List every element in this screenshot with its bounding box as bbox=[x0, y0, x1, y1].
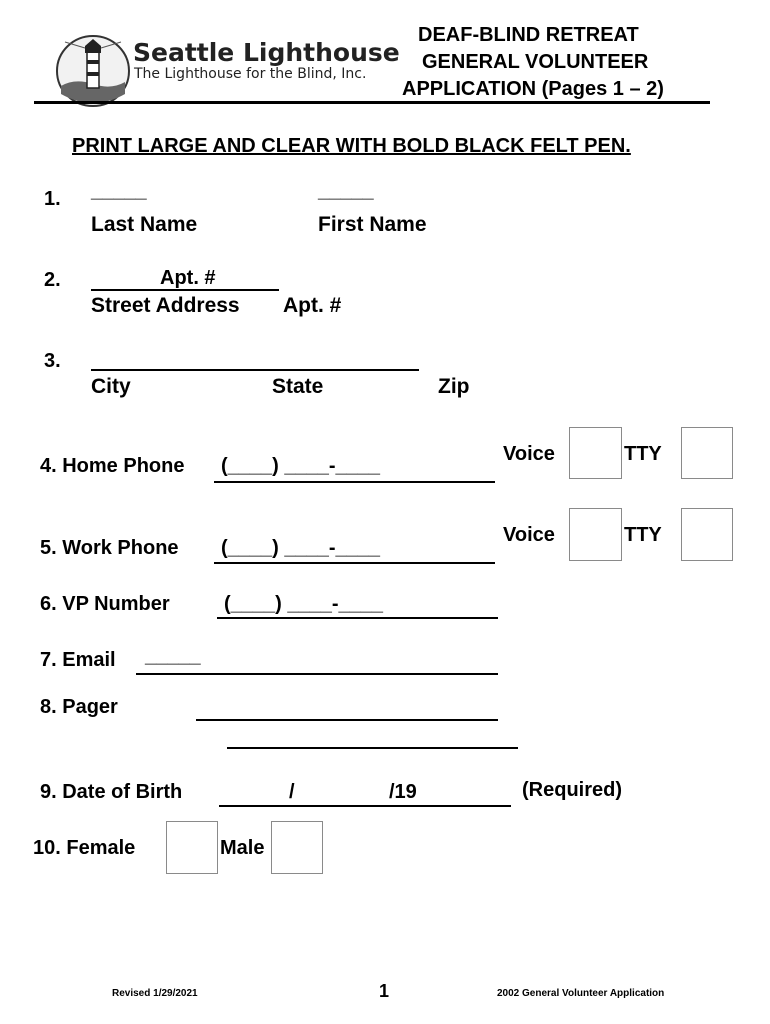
work-phone-mask: (____) ____-____ bbox=[221, 537, 381, 559]
date-of-birth-label: 9. Date of Birth bbox=[40, 781, 183, 803]
work-phone-label: 5. Work Phone bbox=[40, 537, 179, 559]
email-field[interactable] bbox=[136, 673, 498, 675]
vp-number-label: 6. VP Number bbox=[40, 593, 170, 615]
org-name: Seattle Lighthouse bbox=[133, 38, 400, 67]
field-1-number: 1. bbox=[44, 188, 61, 210]
last-name-field[interactable]: _____ bbox=[91, 180, 147, 202]
email-label: 7. Email bbox=[40, 649, 116, 671]
apt-label: Apt. # bbox=[283, 294, 342, 317]
work-phone-voice-label: Voice bbox=[503, 524, 555, 546]
work-phone-tty-checkbox[interactable] bbox=[681, 508, 733, 561]
vp-number-mask: (____) ____-____ bbox=[224, 593, 384, 615]
female-label: 10. Female bbox=[33, 837, 136, 859]
pager-field[interactable] bbox=[196, 719, 498, 721]
header-rule bbox=[34, 101, 710, 104]
male-checkbox[interactable] bbox=[271, 821, 323, 874]
home-phone-label: 4. Home Phone bbox=[40, 455, 185, 477]
state-label: State bbox=[272, 375, 324, 398]
document-name: 2002 General Volunteer Application bbox=[497, 988, 665, 999]
form-title-line3: APPLICATION (Pages 1 – 2) bbox=[402, 78, 664, 100]
field-2-number: 2. bbox=[44, 269, 61, 291]
instruction-text: PRINT LARGE AND CLEAR WITH BOLD BLACK FELT PEN. bbox=[72, 135, 631, 157]
first-name-field[interactable]: _____ bbox=[318, 180, 374, 202]
female-checkbox[interactable] bbox=[166, 821, 218, 874]
date-of-birth-required-note: (Required) bbox=[522, 779, 622, 801]
home-phone-tty-label: TTY bbox=[624, 443, 662, 465]
home-phone-voice-label: Voice bbox=[503, 443, 555, 465]
street-address-apt-inline: Apt. # bbox=[160, 267, 216, 289]
revised-date: Revised 1/29/2021 bbox=[112, 988, 198, 999]
date-of-birth-field[interactable] bbox=[219, 805, 511, 807]
first-name-label: First Name bbox=[318, 213, 427, 236]
home-phone-field[interactable] bbox=[214, 481, 495, 483]
last-name-label: Last Name bbox=[91, 213, 198, 236]
city-label: City bbox=[91, 375, 131, 398]
page-number: 1 bbox=[379, 981, 390, 1001]
street-address-label: Street Address bbox=[91, 294, 240, 317]
vp-number-field[interactable] bbox=[217, 617, 498, 619]
home-phone-tty-checkbox[interactable] bbox=[681, 427, 733, 479]
date-of-birth-year: /19 bbox=[389, 781, 417, 803]
city-state-zip-field[interactable] bbox=[91, 369, 419, 371]
date-of-birth-slash: / bbox=[289, 781, 295, 803]
form-title-line2: GENERAL VOLUNTEER bbox=[422, 51, 649, 73]
home-phone-mask: (____) ____-____ bbox=[221, 455, 381, 477]
email-blank: _____ bbox=[145, 645, 201, 667]
zip-label: Zip bbox=[438, 375, 470, 398]
field-3-number: 3. bbox=[44, 350, 61, 372]
work-phone-tty-label: TTY bbox=[624, 524, 662, 546]
pager-field-extra[interactable] bbox=[227, 747, 518, 749]
lighthouse-logo-icon bbox=[55, 34, 131, 108]
form-title-line1: DEAF-BLIND RETREAT bbox=[418, 24, 639, 46]
pager-label: 8. Pager bbox=[40, 696, 118, 718]
work-phone-voice-checkbox[interactable] bbox=[569, 508, 622, 561]
male-label: Male bbox=[220, 837, 265, 859]
home-phone-voice-checkbox[interactable] bbox=[569, 427, 622, 479]
org-subtitle: The Lighthouse for the Blind, Inc. bbox=[134, 66, 367, 82]
work-phone-field[interactable] bbox=[214, 562, 495, 564]
